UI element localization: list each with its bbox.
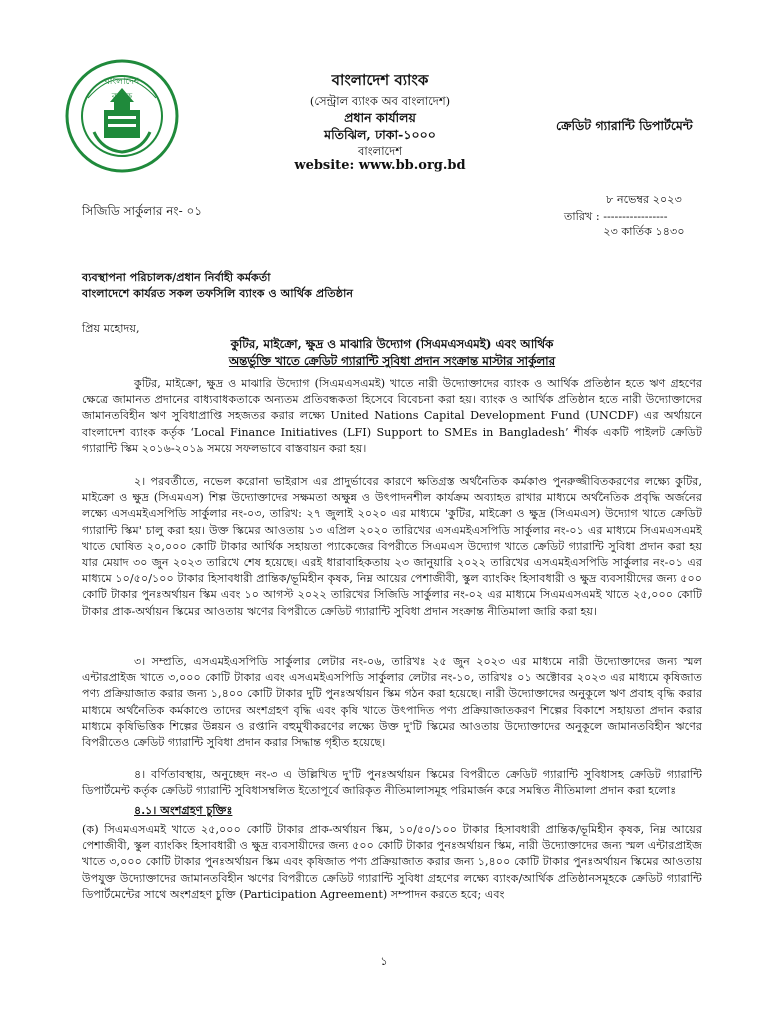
paragraph-4: ৪। বর্ণিতাবস্থায়, অনুচ্ছেদ নং-৩ এ উল্লিখিত দু'টি পুনঃঅর্থায়ন স্কিমের বিপরীতে ক্রেডিট গ্যারান্টি সুবিধাসহ ক্রেডিট গ্যারান্টি ডিপার্টমেন্ট কর্তৃক ক্রেডিট গ্যারান্টি সুবিধাসম্বলিত ইতোপূর্বে জারিকৃত নীতিমালাসমূহ পরিমার্জন করে সমন্বিত নীতিমালা প্রদান করা হলোঃ [82,768,702,798]
section-4-1-a: (ক) সিএমএসএমই খাতে ২৫,০০০ কোটি টাকার প্রাক-অর্থায়ন স্কিম, ১০/৫০/১০০ টাকার হিসাবধারী প্রান্তিক/ভূমিহীন কৃষক, নিম্ন আয়ের পেশাজীবী, স্কুল ব্যাংকিং হিসাবধারী ও ক্ষুদ্র ব্যবসায়ীদের জন্য ৫০০ কোটি টাকার পুনঃঅর্থায়ন স্কিম, নারী উদ্যোক্তাদের জন্য স্মল এন্টারপ্রাইজ খাতে ৩,০০০ কোটি টাকার পুনঃঅর্থায়ন স্কিম এবং কৃষিজাত পণ্য প্রক্রিয়াজাত করার জন্য ১,৪০০ কোটি টাকার পুনঃঅর্থায়ন স্কিমের আওতায় উপযুক্ত উদ্যোক্তাদের জামানতবিহীন ঋণের বিপরীতে ক্রেডিট গ্যারান্টি সুবিধা গ্রহণের লক্ষ্যে ব্যাংক/আর্থিক প্রতিষ্ঠানসমূহকে ক্রেডিট গ্যারান্টি ডিপার্টমেন্টের সাথে অংশগ্রহণ চুক্তি (Participation Agreement) সম্পাদন করতে হবে; এবং [82,823,702,901]
bank-subtitle: (সেন্ট্রাল ব্যাংক অব বাংলাদেশ) [309,94,451,108]
salutation: প্রিয় মহোদয়, [82,322,140,335]
date-label: তারিখ : ----------------- [564,210,668,223]
bangladesh-bank-logo [64,58,180,174]
paragraph-1: কুটির, মাইক্রো, ক্ষুদ্র ও মাঝারি উদ্যোগ (সিএমএসএমই) খাতে নারী উদ্যোক্তাদের ব্যাংক ও আর্থিক প্রতিষ্ঠান হতে ঋণ গ্রহণের ক্ষেত্রে জামানত প্রদানের বাধ্যবাধকতাকে অন্যতম প্রতিবন্ধকতা হিসেবে বিবেচনা করা হয়। ব্যাংক ও আর্থিক প্রতিষ্ঠান হতে নারী উদ্যোক্তাদের জামানতবিহীন ঋণ সুবিধাপ্রাপ্তি সহজতর করার লক্ষ্যে United Nations Capital Development Fund (UNCDF) এর অর্থায়নে বাংলাদেশ ব্যাংক কর্তৃক ‘Local Finance Initiatives (LFI) Support to SMEs in Bangladesh’ শীর্ষক একটি পাইলট ক্রেডিট গ্যারান্টি স্কিম ২০১৬-২০১৯ সময়ে সফলভাবে বাস্তবায়ন করা হয়। [82,377,702,455]
department-name: ক্রেডিট গ্যারান্টি ডিপার্টমেন্ট [556,118,693,133]
logo-text: বাংলাদেশ ব্যাংক [104,77,140,102]
date-bangla: ২৩ কার্তিক ১৪৩০ [603,225,685,238]
recipient-line-1: ব্যবস্থাপনা পরিচালক/প্রধান নির্বাহী কর্মকর্তা [82,270,271,284]
address-line-1: মতিঝিল, ঢাকা-১০০০ [324,127,436,142]
section-4-1-title: ৪.১। অংশগ্রহণ চুক্তিঃ [134,803,233,817]
subject-line-2: অন্তর্ভুক্তি খাতে ক্রেডিট গ্যারান্টি সুবিধা প্রদান সংক্রান্ত মাস্টার সার্কুলার [228,354,556,368]
recipient-line-2: বাংলাদেশে কার্যরত সকল তফসিলি ব্যাংক ও আর্থিক প্রতিষ্ঠান [82,286,354,300]
date-gregorian: ৮ নভেম্বর ২০২৩ [606,193,682,206]
office-name: প্রধান কার্যালয় [344,110,416,125]
paragraph-2: ২। পরবর্তীতে, নভেল করোনা ভাইরাস এর প্রাদুর্ভাবের কারণে ক্ষতিগ্রস্ত অর্থনৈতিক কর্মকাণ্ড পুনরুজ্জীবিতকরণের লক্ষ্যে কুটির, মাইক্রো ও ক্ষুদ্র (সিএমএস) শিল্প উদ্যোক্তাদের সক্ষমতা অক্ষুন্ন ও উৎপাদনশীল কার্যক্রম অব্যাহত রাখার মাধ্যমে অর্থনৈতিক প্রবৃদ্ধি অর্জনের লক্ষ্যে এসএমইএসপিডি সার্কুলার নং-০৩, তারিখ: ২৭ জুলাই ২০২০ এর মাধ্যমে 'কুটির, মাইক্রো ও ক্ষুদ্র (সিএমএস) উদ্যোগ খাতে ক্রেডিট গ্যারান্টি স্কিম' চালু করা হয়। উক্ত স্কিমের আওতায় ১৩ এপ্রিল ২০২০ তারিখের এসএমইএসপিডি সার্কুলার নং-০১ এর মাধ্যমে সিএমএসএমই খাতে ঘোষিত ২০,০০০ কোটি টাকার আর্থিক সহায়তা প্যাকেজের বিপরীতে সিএমএস উদ্যোগ খাতে ক্রেডিট গ্যারান্টি সুবিধা প্রদান করা হয় যার মেয়াদ ৩০ জুন ২০২৩ তারিখে শেষ হয়েছে। এরই ধারাবাহিকতায় ২৩ জানুয়ারি ২০২২ তারিখের এসএমইএসপিডি সার্কুলার নং-০১ এর মাধ্যমে ১০/৫০/১০০ টাকার হিসাবধারী প্রান্তিক/ভূমিহীন কৃষক, নিম্ন আয়ের পেশাজীবী, স্কুল ব্যাংকিং হিসাবধারী ও ক্ষুদ্র ব্যবসায়ীদের জন্য ৫০০ কোটি টাকার পুনঃঅর্থায়ন স্কিম এবং ১০ আগস্ট ২০২২ তারিখের সিজিডি সার্কুলার নং-০২ এর মাধ্যমে সিএমএসএমই খাতে ২৫,০০০ কোটি টাকার প্রাক-অর্থায়ন স্কিমের আওতায় ঋণের বিপরীতে ক্রেডিট গ্যারান্টি সুবিধা প্রদান সংক্রান্ত নীতিমালা জারি করা হয়। [82,475,702,618]
address-line-2: বাংলাদেশ [357,144,403,158]
page-number: ১ [380,954,388,968]
paragraph-3: ৩। সম্প্রতি, এসএমইএসপিডি সার্কুলার লেটার নং-০৬, তারিখঃ ২৫ জুন ২০২৩ এর মাধ্যমে নারী উদ্যোক্তাদের জন্য স্মল এন্টারপ্রাইজ খাতে ৩,০০০ কোটি টাকার এবং এসএমইএসপিডি সার্কুলার লেটার নং-১০, তারিখঃ ০১ অক্টোবর ২০২৩ এর মাধ্যমে কৃষিজাত পণ্য প্রক্রিয়াজাত করার জন্য ১,৪০০ কোটি টাকার দুটি পুনঃঅর্থায়ন স্কিম গঠন করা হয়েছে। নারী উদ্যোক্তাদের অনুকূলে ঋণ প্রবাহ বৃদ্ধি করার মাধ্যমে অর্থনৈতিক কর্মকাণ্ডে তাদের অংশগ্রহণ বৃদ্ধি এবং কৃষি খাতে উৎপাদিত পণ্য প্রক্রিয়াজাতকরণ শিল্পের বিকাশে সহায়তা প্রদান করার মাধ্যমে কৃষিভিত্তিক শিল্পের উন্নয়ন ও রপ্তানি বহুমুখীকরণের লক্ষ্যে উক্ত দু'টি স্কিমের আওতায় উদ্যোক্তাদের অনুকূলে জামানতবিহীন ঋণের বিপরীতেও ক্রেডিট গ্যারান্টি সুবিধা প্রদান করার সিদ্ধান্ত গৃহীত হয়েছে। [82,655,702,750]
subject-line-1: কুটির, মাইক্রো, ক্ষুদ্র ও মাঝারি উদ্যোগ (সিএমএসএমই) এবং আর্থিক [230,337,554,351]
bank-name: বাংলাদেশ ব্যাংক [331,71,429,89]
circular-number: সিজিডি সার্কুলার নং- ০১ [82,204,203,218]
website[interactable]: website: www.bb.org.bd [294,158,466,173]
